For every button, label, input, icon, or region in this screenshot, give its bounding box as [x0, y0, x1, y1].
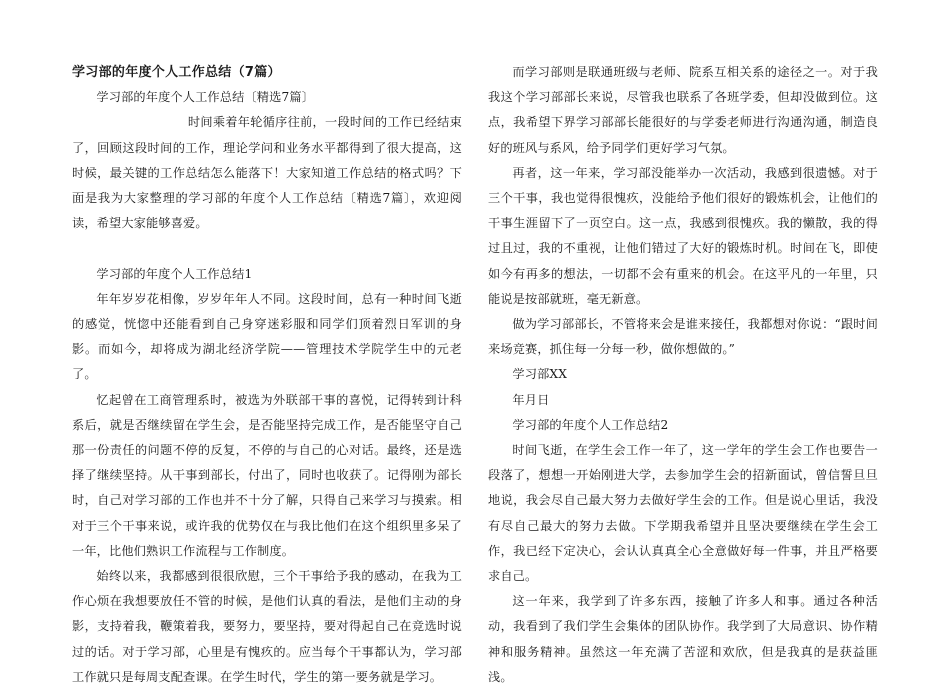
paragraph: 始终以来，我都感到很很欣慰，三个干事给予我的感动，在我为工作心烦在我想要放任不管的时候，是他们认真的看法，是他们主动的身影，支持着我，鞭策着我，要努力，要坚持，要对得起自己在竞选时说过的话。对于学习部，心里是有愧疚的。应当每个干事都认为，学习部工作就只是每周支配查课。在学生时代，学生的第一要务就是学习。 [72, 569, 462, 684]
document-subtitle: 学习部的年度个人工作总结〔精选7篇〕 [96, 90, 315, 105]
signature-department: 学习部XX [512, 367, 568, 382]
blank-line [72, 236, 462, 261]
section-heading-1: 学习部的年度个人工作总结1 [96, 266, 253, 281]
paragraph: 而学习部则是联通班级与老师、院系互相关系的途径之一。对于我我这个学习部部长来说，尽管我也联系了各班学委，但却没做到位。这点，我希望下界学习部部长能很好的与学委老师进行沟通沟通，制造良好的班风与系风，给予同学们更好学习气氛。 [488, 65, 878, 155]
paragraph: 这一年来，我学到了许多东西，接触了许多人和事。通过各种活动，我看到了我们学生会集体的团队协作。我学到了大局意识、协作精神和服务精神。虽然这一年充满了苦涩和欢欣，但是我真的是获益匪浅。 [488, 594, 878, 684]
paragraph: 时间飞逝，在学生会工作一年了，这一学年的学生会工作也要告一段落了，想想一开始刚进大学，去参加学生会的招新面试，曾信誓旦旦地说，我会尽自己最大努力去做好学生会的工作。但是说心里话，我没有尽自己最大的努力去做。下学期我希望并且坚决要继续在学生会工作，我已经下定决心，会认认真真全心全意做好每一件事，并且严格要求自己。 [488, 443, 878, 584]
paragraph: 年年岁岁花相像，岁岁年年人不同。这段时间，总有一种时间飞逝的感觉，恍惚中还能看到自己身穿迷彩服和同学们顶着烈日军训的身影。而如今，却将成为湖北经济学院——管理技术学院学生中的元老了。 [72, 291, 462, 382]
paragraph: 再者，这一年来，学习部没能举办一次活动，我感到很遗憾。对于三个干事，我也觉得很愧疚，没能给予他们很好的锻炼机会，让他们的干事生涯留下了一页空白。这一点，我感到很愧疚。我的懒散，我的得过且过，我的不重视，让他们错过了大好的锻炼时机。时间在飞，即使如今有再多的想法，一切都不会有重来的机会。在这平凡的一年里，只能说是按部就班，毫无新意。 [488, 165, 878, 306]
document-title: 学习部的年度个人工作总结（7篇） [72, 65, 281, 80]
paragraph: 做为学习部部长，不管将来会是谁来接任，我都想对你说：“跟时间来场竞赛，抓住每一分每一秒，做你想做的。” [488, 317, 878, 357]
intro-paragraph: 时间乘着年轮循序往前，一段时间的工作已经结束了，回顾这段时间的工作，理论学问和业务水平都得到了很大提高，这时候，最关键的工作总结怎么能落下！大家知道工作总结的格式吗？下面是我为大家整理的学习部的年度个人工作总结〔精选7篇〕，欢迎阅读，希望大家能够喜爱。 [72, 115, 462, 231]
signature-date: 年月日 [512, 392, 550, 407]
section-heading-2: 学习部的年度个人工作总结2 [512, 417, 669, 432]
paragraph: 忆起曾在工商管理系时，被选为外联部干事的喜悦，记得转到计科系后，就是否继续留在学生会，是否能坚持完成工作，是否能坚守自己那一份责任的问题不停的反复，不停的与自己的心对话。最终，还是选择了继续坚持。从干事到部长，付出了，同时也收获了。记得刚为部长时，自己对学习部的工作也并不十分了解，只得自己来学习与摸索。相对于三个干事来说，或许我的优势仅在与我比他们在这个组织里多呆了一年，比他们熟识工作流程与工作制度。 [72, 392, 462, 558]
right-column [488, 60, 878, 690]
left-column [72, 60, 462, 690]
